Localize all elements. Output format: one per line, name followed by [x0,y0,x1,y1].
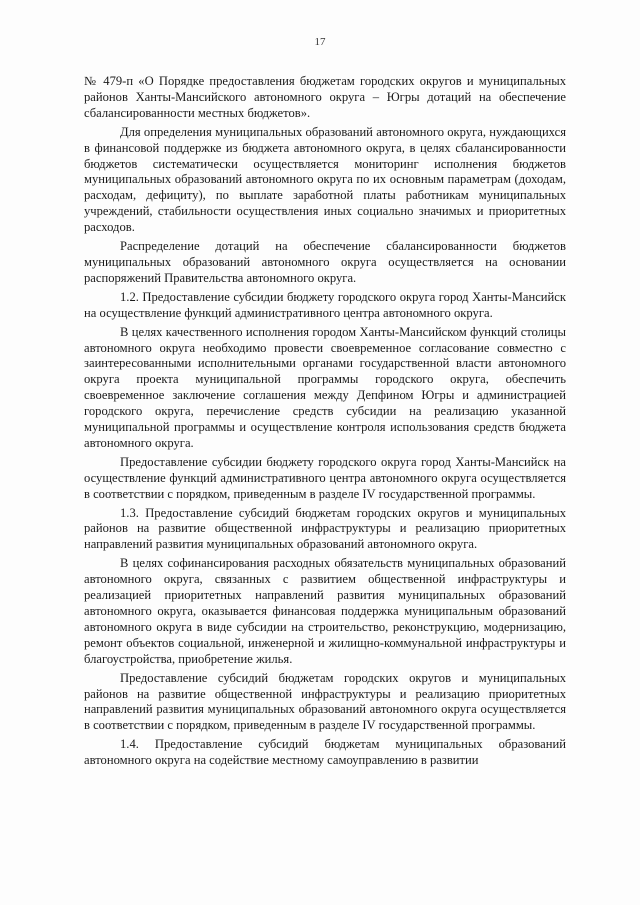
page-number: 17 [314,36,326,48]
document-body [84,74,566,769]
paragraph-8-cofinancing: В целях софинансирования расходных обязательств муниципальных образований автономного округа, связанных с развитием общественной инфраструктуры и реализацией приоритетных направлений развития муниципальных образований автономного округа, оказывается финансовая поддержка муниципальным образований автономного округа в виде субсидии на строительство, реконструкцию, модернизацию, ремонт объектов социальной, инженерной и жилищно-коммунальной инфраструктуры и благоустройства, приобретение жилья. [84,556,566,666]
paragraph-9-subsidy-order: Предоставление субсидий бюджетам городских округов и муниципальных районов на развитие общественной инфраструктуры и реализацию приоритетных направлений развития муниципальных образований автономного округа осуществляется в соответствии с порядком, приведенным в разделе IV государственной программы. [84,670,566,733]
paragraph-4-section-1-2: 1.2. Предоставление субсидии бюджету городского округа город Ханты-Мансийск на осуществление функций административного центра автономного округа. [84,289,566,320]
paragraph-6-subsidy-order: Предоставление субсидии бюджету городского округа город Ханты-Мансийск на осуществление функций административного центра автономного округа осуществляется в соответствии с порядком, приведенным в разделе IV государственной программы. [84,454,566,501]
paragraph-1-continuation: № 479-п «О Порядке предоставления бюджетам городских округов и муниципальных районов Ханты-Мансийского автономного округа – Югры дотаций на обеспечение сбалансированности местных бюджетов». [84,74,566,120]
paragraph-2-monitoring: Для определения муниципальных образований автономного округа, нуждающихся в финансовой поддержке из бюджета автономного округа, в целях сбалансированности бюджетов систематически осуществляется мониторинг исполнения бюджетов муниципальных образований автономного округа по их основным параметрам (доходам, расходам, дефициту), по выплате заработной платы работникам муниципальных учреждений, стабильности осуществления иных социально значимых и приоритетных расходов. [84,124,566,235]
paragraph-7-section-1-3: 1.3. Предоставление субсидий бюджетам городских округов и муниципальных районов на развитие общественной инфраструктуры и реализацию приоритетных направлений развития муниципальных образований автономного округа. [84,505,566,552]
paragraph-3-distribution: Распределение дотаций на обеспечение сбалансированности бюджетов муниципальных образований автономного округа осуществляется на основании распоряжений Правительства автономного округа. [84,239,566,285]
paragraph-10-section-1-4: 1.4. Предоставление субсидий бюджетам муниципальных образований автономного округа на содействие местному самоуправлению в развитии [84,737,566,768]
paragraph-5-capital-functions: В целях качественного исполнения городом Ханты-Мансийском функций столицы автономного округа необходимо провести своевременное согласование совместно с заинтересованными исполнительными органами государственной власти автономного округа проекта муниципальной программы городского округа, обеспечить своевременное заключение соглашения между Депфином Югры и администрацией городского округа, перечисление средств субсидии на реализацию указанной муниципальной программы и осуществление контроля использования средств бюджета автономного округа. [84,324,566,450]
